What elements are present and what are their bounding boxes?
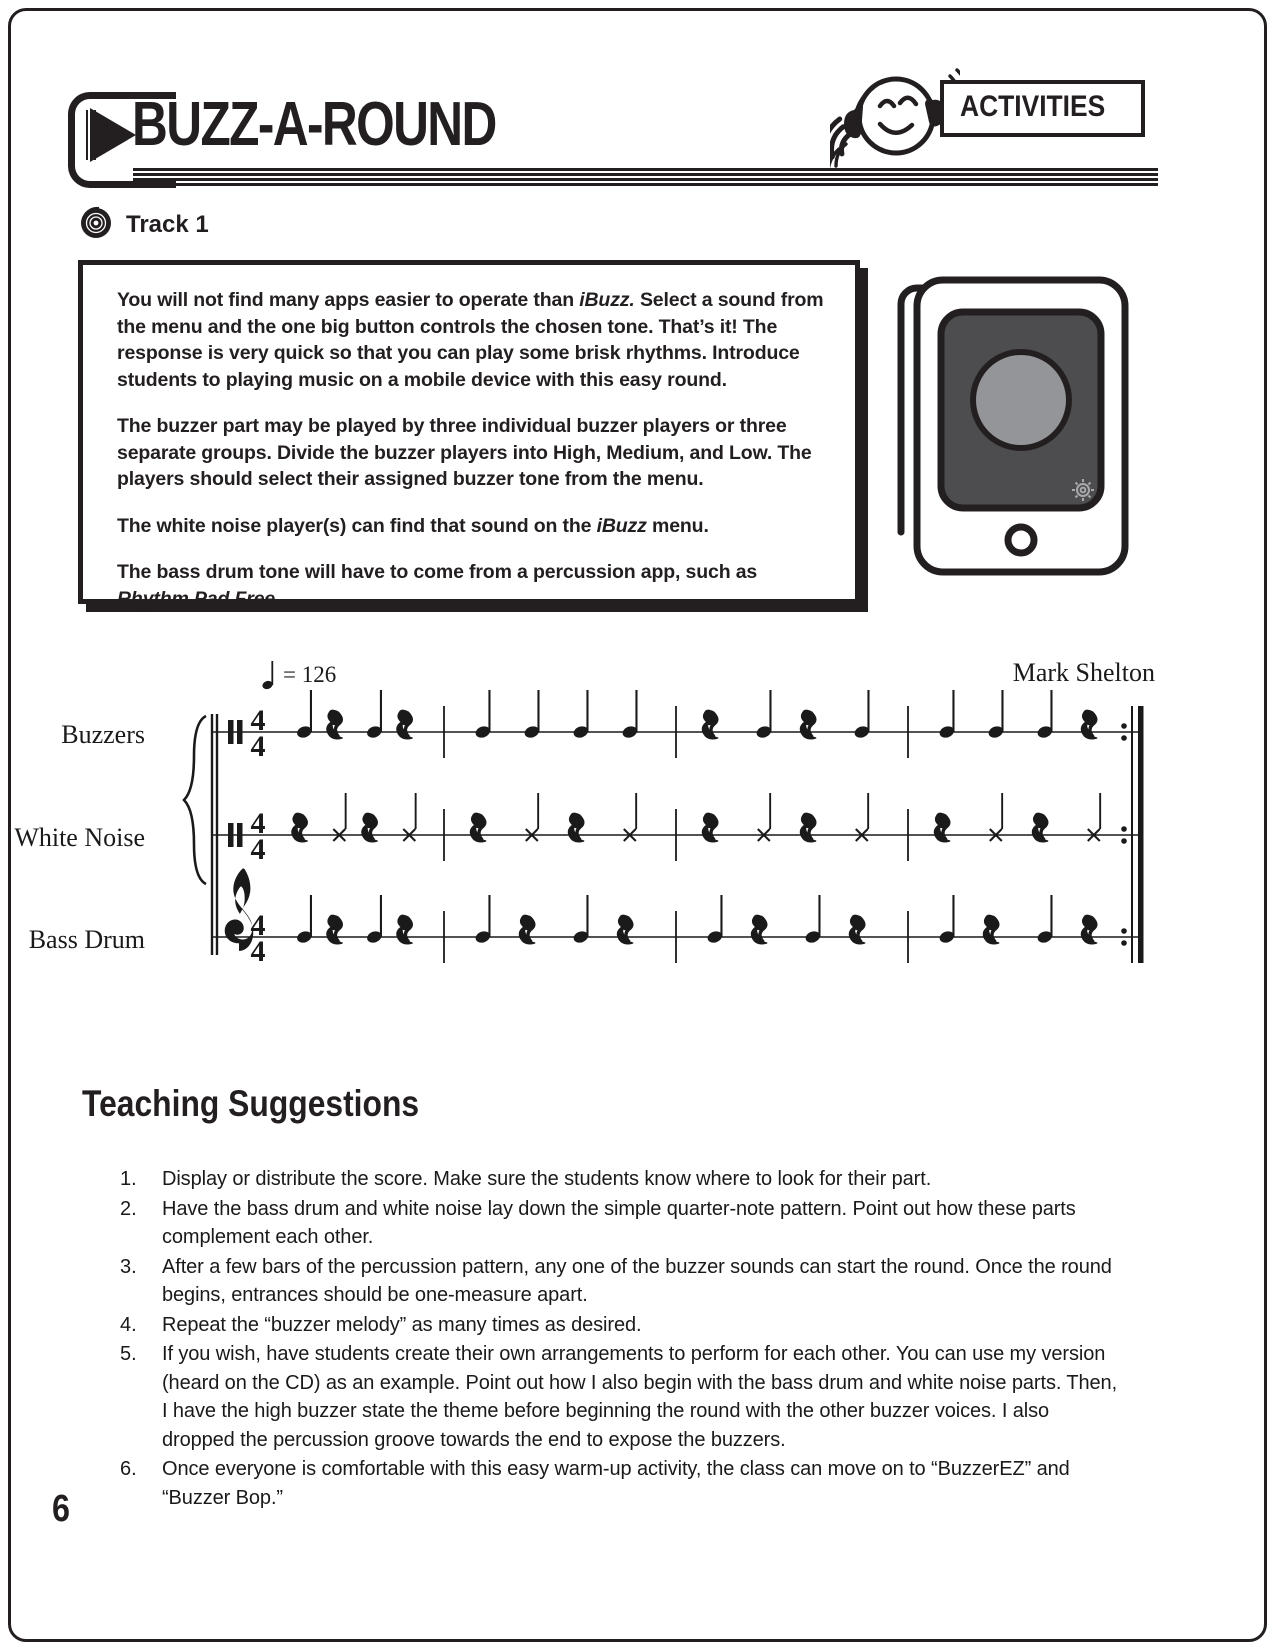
staff-label-white-noise: White Noise [14,823,145,852]
intro-text-box [78,260,860,610]
svg-text:4: 4 [250,909,266,942]
suggestion-text: Once everyone is comfortable with this easy warm-up activity, the class can move on to “BuzzerEZ” and “Buzzer Bop.” [162,1458,1070,1509]
staff-label-buzzers: Buzzers [61,720,145,749]
plain-text: The white noise player(s) can find that sound on the [117,514,597,537]
tempo-value: = 126 [283,662,337,687]
page-number: 6 [52,1488,70,1530]
musical-score [0,620,1275,1050]
suggestion-item [120,1340,1125,1454]
tempo-marking [262,658,336,692]
activities-badge-label: ACTIVITIES [960,90,1106,123]
intro-paragraph [117,559,825,612]
plain-text: The bass drum tone will have to come from a percussion app, such as [117,561,758,583]
plain-text: The buzzer part may be played by three individual buzzer players or three separate groups. Divide the buzzer players into High, Medium, and Low. The players should select their assigned buzzer tone from the menu. [117,415,812,490]
suggestion-number: 1. [120,1168,137,1190]
suggestion-number: 5. [120,1343,137,1365]
track-label: Track 1 [126,210,209,238]
suggestion-text: After a few bars of the percussion pattern, any one of the buzzer sounds can start the round. Once the round begins, entrances should be one-measure apart. [162,1255,1112,1306]
suggestion-number: 4. [120,1313,137,1336]
suggestion-item [120,1311,1125,1340]
quarter-note-icon [262,658,278,692]
page-title: BUZZ-A-ROUND [132,90,496,159]
tablet-device-icon [895,272,1133,580]
teaching-suggestions-heading: Teaching Suggestions [82,1083,420,1124]
suggestion-item [120,1195,1125,1252]
suggestion-item [120,1253,1125,1310]
vinyl-record-icon [78,204,114,245]
intro-paragraph [117,513,825,540]
emphasis-text: iBuzz. [579,289,635,311]
play-triangle-icon [90,108,136,162]
suggestion-text: If you wish, have students create their own arrangements to perform for each other. You can use my version (heard on the CD) as an example. Point out how I also begin with the bass drum and white noise parts. Then, I have the high buzzer state the theme before beginning the round with the other buzzer voices. I also dropped the percussion groove towards the end to expose the buzzers. [162,1343,1118,1451]
intro-paragraph [117,413,825,493]
svg-text:4: 4 [250,833,266,866]
page-header [0,0,1275,200]
intro-paragraph [117,287,825,393]
suggestion-item [120,1455,1125,1512]
track-row [78,204,209,245]
plain-text: Select a sound from the menu and the one big button controls the chosen tone. That’s it! The response is very quick so that you can play some brisk rhythms. Introduce students to playing music on a mobile device with this easy round. [117,289,824,391]
teaching-suggestions-list [120,1165,1125,1513]
svg-text:4: 4 [250,704,266,737]
suggestion-text: Have the bass drum and white noise lay down the simple quarter-note pattern. Point out how these parts complement each other. [162,1197,1076,1248]
suggestion-number: 6. [120,1458,137,1480]
suggestion-number: 3. [120,1255,137,1278]
plain-text: menu. [646,514,709,537]
plain-text: You will not find many apps easier to operate than [117,289,580,311]
svg-text:4: 4 [250,807,266,840]
composer-name: Mark Shelton [1012,658,1155,687]
title-underline-rules [133,168,1158,186]
suggestion-number: 2. [120,1197,137,1220]
suggestion-text: Display or distribute the score. Make sure the students know where to look for their part. [162,1168,932,1190]
emphasis-text: Rhythm Pad Free. [117,587,281,610]
suggestion-item [120,1165,1125,1194]
emphasis-text: iBuzz [596,514,647,537]
svg-text:4: 4 [250,935,266,968]
svg-text:4: 4 [250,730,266,763]
activities-badge [940,80,1145,137]
staff-label-bass-drum: Bass Drum [28,925,145,954]
suggestion-text: Repeat the “buzzer melody” as many times as desired. [162,1313,642,1336]
